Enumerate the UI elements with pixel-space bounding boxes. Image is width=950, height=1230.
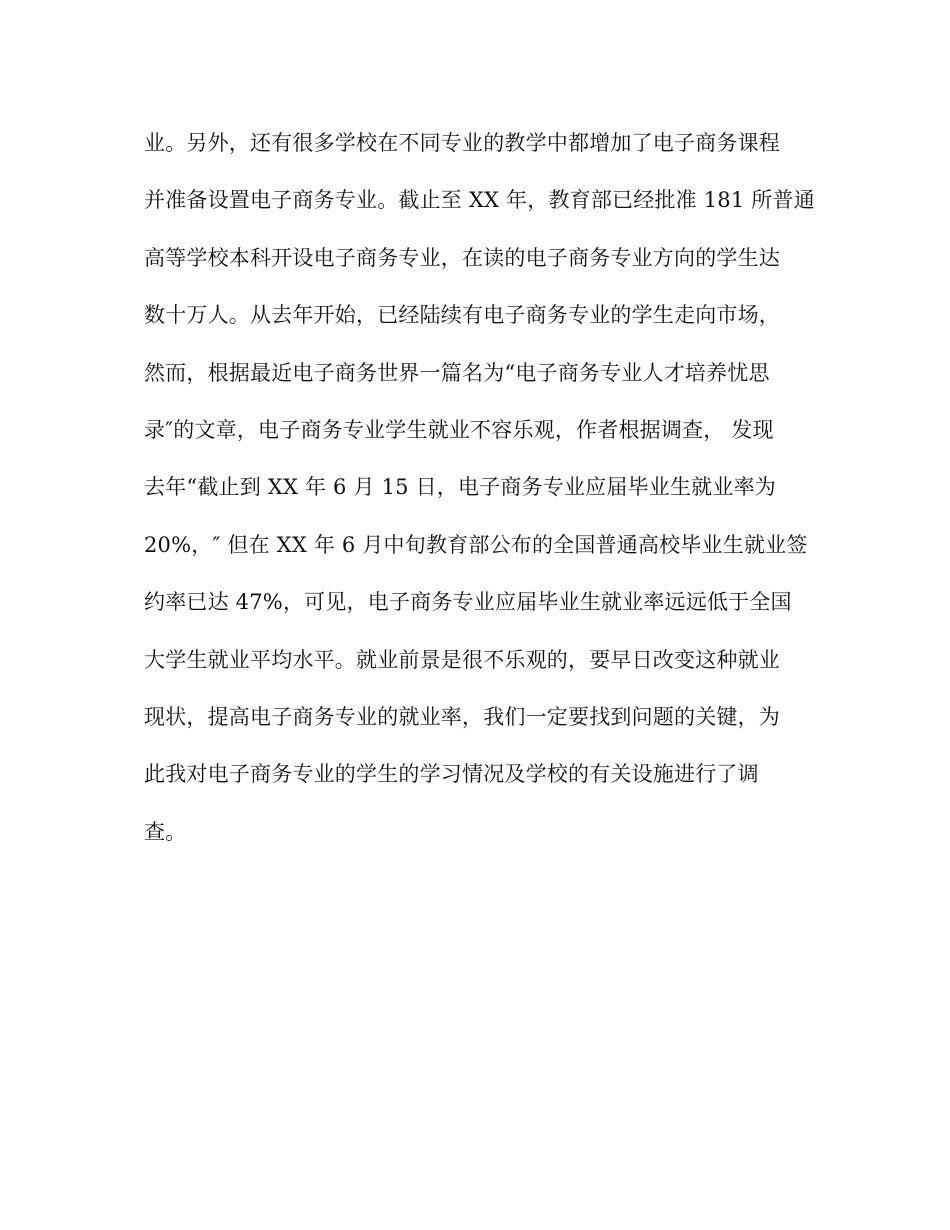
text-line: 录″的文章，电子商务专业学生就业不容乐观，作者根据调查， 发现 (144, 417, 774, 442)
text-line: 业。另外，还有很多学校在不同专业的教学中都增加了电子商务课程 (144, 131, 780, 155)
body-paragraph (144, 124, 824, 870)
text-line: 高等学校本科开设电子商务专业，在读的电子商务专业方向的学生达 (144, 245, 780, 270)
text-line: 现状，提高电子商务专业的就业率，我们一定要找到问题的关键，为 (144, 704, 780, 729)
text-line: 大学生就业平均水平。就业前景是很不乐观的，要早日改变这种就业 (144, 647, 780, 672)
text-line: 20%，″ 但在 XX 年 6 月中旬教育部公布的全国普通高校毕业生就业签 (144, 532, 808, 557)
text-line: 约率已达 47%，可见，电子商务专业应届毕业生就业率远远低于全国 (144, 590, 792, 615)
text-line: 去年“截止到 XX 年 6 月 15 日，电子商务专业应届毕业生就业率为 (144, 475, 776, 500)
text-line: 数十万人。从去年开始，已经陆续有电子商务专业的学生走向市场， (144, 303, 780, 328)
text-line: 此我对电子商务专业的学生的学习情况及学校的有关设施进行了调 (144, 762, 759, 787)
text-line: 然而，根据最近电子商务世界一篇名为“电子商务专业人才培养忧思 (144, 360, 770, 385)
text-line: 并准备设置电子商务专业。截止至 XX 年，教育部已经批准 181 所普通 (144, 188, 815, 213)
text-line: 查。 (144, 819, 187, 844)
